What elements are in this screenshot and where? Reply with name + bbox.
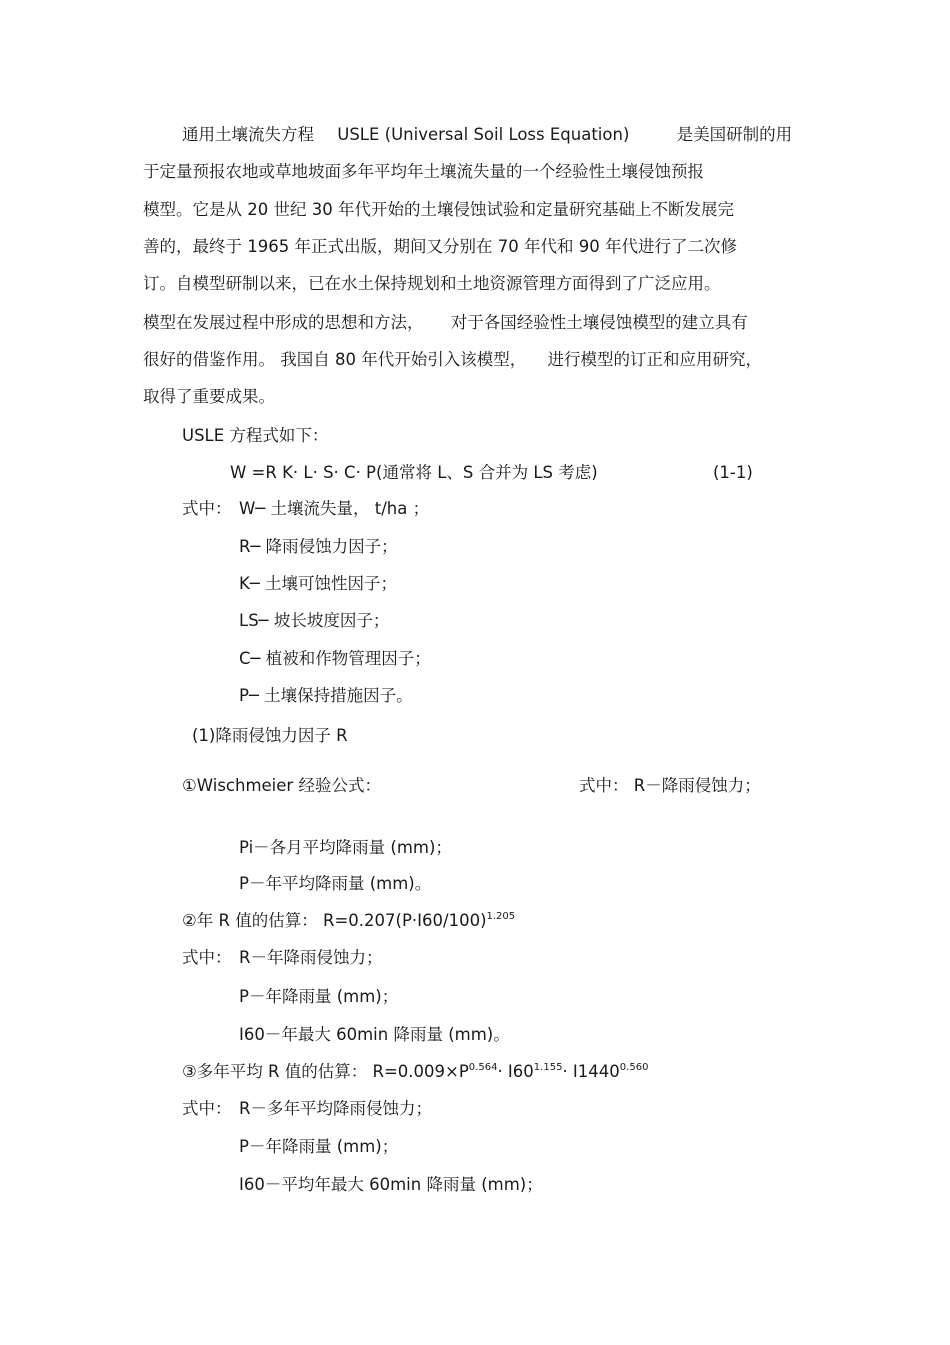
method-3-part-c: · I1440 xyxy=(562,1062,620,1081)
definition-p: P─ 土壤保持措施因子。 xyxy=(239,686,413,705)
method-3-part-b: · I60 xyxy=(497,1062,534,1081)
method-2-exponent: 1.205 xyxy=(486,911,516,922)
intro-line-7-b: 进行模型的订正和应用研究， xyxy=(547,350,762,369)
intro-line-6-a: 模型在发展过程中形成的思想和方法， xyxy=(143,313,424,332)
definition-k: K─ 土壤可蚀性因子； xyxy=(239,574,397,593)
intro-line-1-a: 通用土壤流失方程 xyxy=(182,125,314,144)
method-3-exponent-1: 0.564 xyxy=(468,1062,498,1073)
definition-c: C─ 植被和作物管理因子； xyxy=(239,649,431,668)
definition-w: W─ 土壤流失量， t/ha ； xyxy=(239,499,430,518)
intro-line-8: 取得了重要成果。 xyxy=(143,387,275,406)
intro-line-1 xyxy=(182,124,792,146)
intro-line-6 xyxy=(143,312,748,334)
equation-heading: USLE 方程式如下： xyxy=(182,426,329,445)
method-3-exponent-2: 1.155 xyxy=(533,1062,563,1073)
intro-line-7 xyxy=(143,349,762,371)
method-3-p: P－年降雨量 (mm)； xyxy=(239,1137,399,1156)
intro-line-5: 订。自模型研制以来，已在水土保持规划和土地资源管理方面得到了广泛应用。 xyxy=(143,274,721,293)
definition-ls: LS─ 坡长坡度因子； xyxy=(239,611,390,630)
method-1-p: P－年平均降雨量 (mm)。 xyxy=(239,874,432,893)
method-2-formula xyxy=(182,910,515,932)
method-2-i60: I60－年最大 60min 降雨量 (mm)。 xyxy=(239,1025,510,1044)
section-1-title: (1)降雨侵蚀力因子 R xyxy=(192,726,348,745)
definition-r: R─ 降雨侵蚀力因子； xyxy=(239,537,398,556)
method-3-exponent-3: 0.560 xyxy=(619,1062,649,1073)
definitions-prefix: 式中： xyxy=(182,499,232,518)
intro-line-6-b: 对于各国经验性土壤侵蚀模型的建立具有 xyxy=(450,313,748,332)
method-2-r: R－年降雨侵蚀力； xyxy=(239,948,383,967)
method-3-formula xyxy=(182,1061,648,1083)
method-1-right: 式中： R－降雨侵蚀力； xyxy=(579,776,761,795)
method-3-part-a: ③多年平均 R 值的估算： R=0.009×P xyxy=(182,1062,469,1081)
intro-line-7-a: 很好的借鉴作用。 我国自 80 年代开始引入该模型， xyxy=(143,350,527,369)
method-3-prefix: 式中： xyxy=(182,1099,232,1118)
method-1-label: ①Wischmeier 经验公式： xyxy=(182,776,381,795)
method-3-r: R－多年平均降雨侵蚀力； xyxy=(239,1099,432,1118)
method-2-p: P－年降雨量 (mm)； xyxy=(239,987,399,1006)
intro-line-3: 模型。它是从 20 世纪 30 年代开始的土壤侵蚀试验和定量研究基础上不断发展完 xyxy=(143,200,734,219)
intro-line-4: 善的，最终于 1965 年正式出版，期间又分别在 70 年代和 90 年代进行了二次修 xyxy=(143,237,737,256)
intro-line-1-b: USLE (Universal Soil Loss Equation) xyxy=(337,125,630,144)
method-1-pi: Pi－各月平均降雨量 (mm)； xyxy=(239,838,452,857)
method-2-prefix: 式中： xyxy=(182,948,232,967)
equation-formula: W =R K· L· S· C· P(通常将 L、S 合并为 LS 考虑) xyxy=(230,463,598,482)
method-3-i60: I60－平均年最大 60min 降雨量 (mm)； xyxy=(239,1175,543,1194)
equation-number: (1-1) xyxy=(713,463,753,482)
method-2-label: ②年 R 值的估算： R=0.207(P·I60/100) xyxy=(182,911,487,930)
intro-line-1-c: 是美国研制的用 xyxy=(676,125,793,144)
intro-line-2: 于定量预报农地或草地坡面多年平均年土壤流失量的一个经验性土壤侵蚀预报 xyxy=(143,162,704,181)
